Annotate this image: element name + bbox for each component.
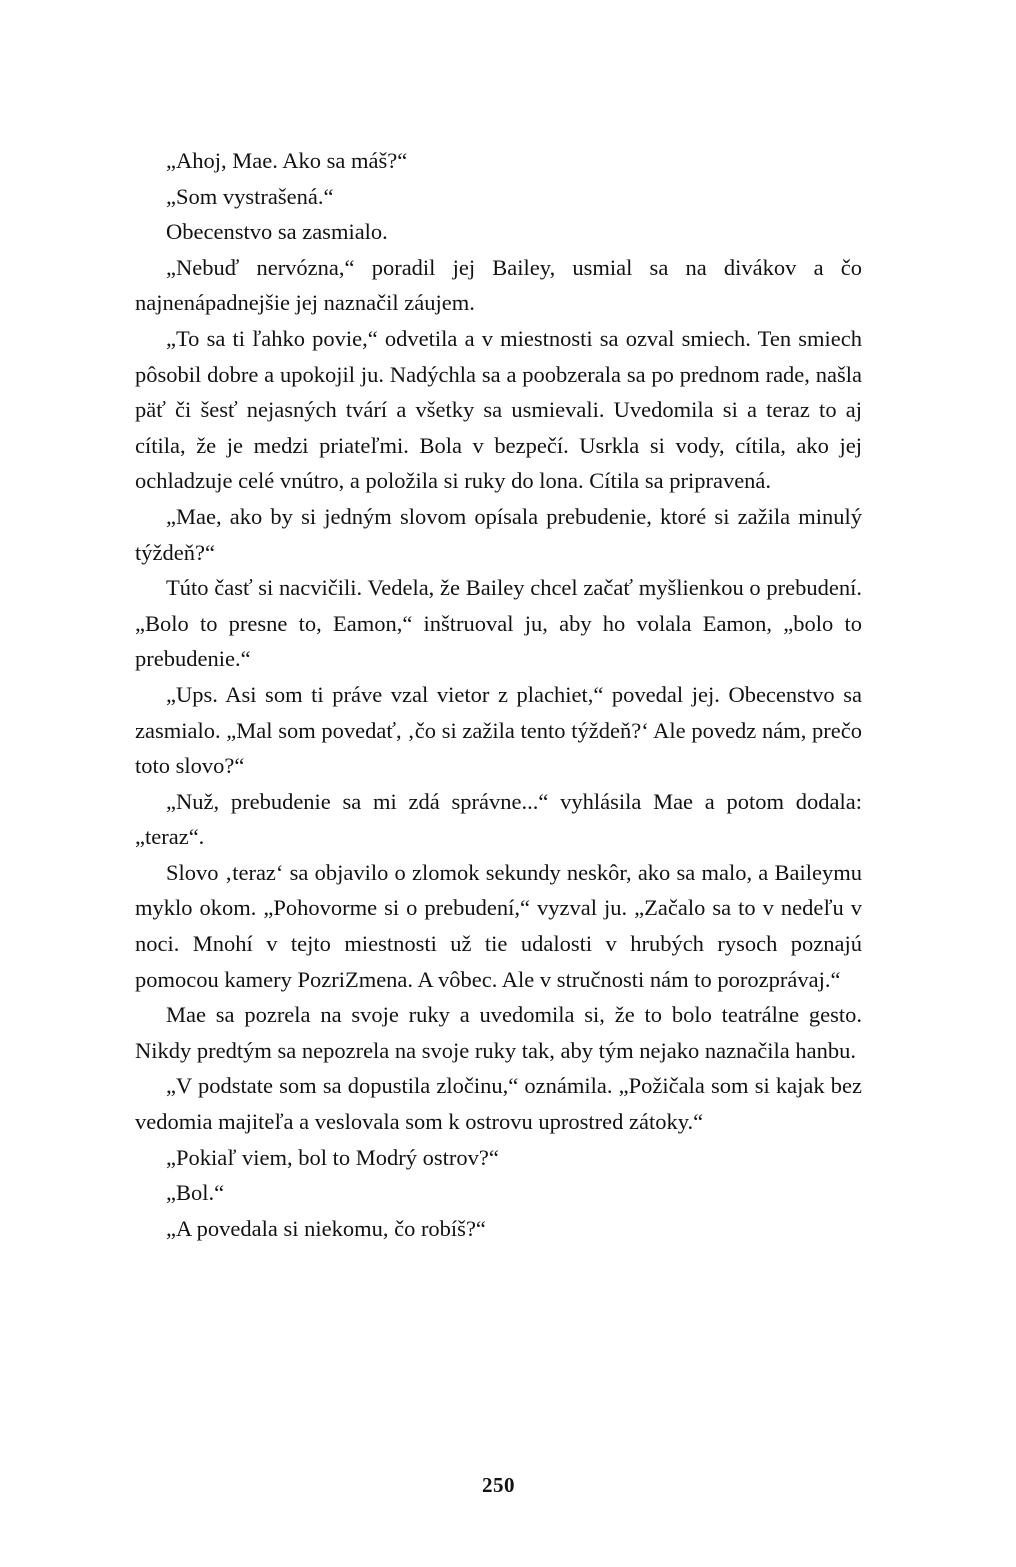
paragraph: Slovo ‚teraz‘ sa objavilo o zlomok sekundy neskôr, ako sa malo, a Baileymu myklo okom. „Pohovorme si o prebudení,“ vyzval ju. „Začalo sa to v nedeľu v noci. Mnohí v tejto miestnosti už tie udalosti v hrubých rysoch poznajú pomocou kamery PozriZmena. A vôbec. Ale v stručnosti nám to porozprávaj.“ xyxy=(135,859,862,992)
paragraph: Obecenstvo sa zasmialo. xyxy=(166,219,388,245)
paragraph: „To sa ti ľahko povie,“ odvetila a v miestnosti sa ozval smiech. Ten smiech pôsobil dobre a upokojil ju. Nadýchla sa a poobzerala sa po prednom rade, našla päť či šesť nejasných tvárí a všetky sa usmievali. Uvedomila si a teraz to aj cítila, že je medzi priateľmi. Bola v bezpečí. Usrkla si vody, cítila, ako jej ochladzuje celé vnútro, a položila si ruky do lona. Cítila sa pripravená. xyxy=(135,325,862,494)
paragraph: „Nebuď nervózna,“ poradil jej Bailey, usmial sa na divákov a čo najnenápadnejšie jej naznačil záujem. xyxy=(135,254,862,316)
paragraph: „Ahoj, Mae. Ako sa máš?“ xyxy=(166,148,408,173)
paragraph: „Ups. Asi som ti práve vzal vietor z plachiet,“ povedal jej. Obecenstvo sa zasmialo. „Mal som povedať, ‚čo si zažila tento týždeň?‘ Ale povedz nám, prečo toto slovo?“ xyxy=(135,681,862,779)
paragraph: „Nuž, prebudenie sa mi zdá správne...“ vyhlásila Mae a potom dodala: „teraz“. xyxy=(135,788,862,850)
paragraph: „Bol.“ xyxy=(166,1180,225,1206)
paragraph: Túto časť si nacvičili. Vedela, že Bailey chcel začať myšlienkou o prebudení. „Bolo to presne to, Eamon,“ inštruoval ju, aby ho volala Eamon, „bolo to prebudenie.“ xyxy=(135,575,862,672)
paragraph: Mae sa pozrela na svoje ruky a uvedomila si, že to bolo teatrálne gesto. Nikdy predtým sa nepozrela na svoje ruky tak, aby tým nejako naznačila hanbu. xyxy=(135,1002,862,1063)
paragraph: „A povedala si niekomu, čo robíš?“ xyxy=(166,1215,486,1241)
paragraph: „Pokiaľ viem, bol to Modrý ostrov?“ xyxy=(166,1144,499,1170)
page-text xyxy=(135,143,862,1246)
page-number: 250 xyxy=(482,1473,515,1497)
paragraph: „Mae, ako by si jedným slovom opísala prebudenie, ktoré si zažila minulý týždeň?“ xyxy=(135,503,862,565)
paragraph: „Som vystrašená.“ xyxy=(166,183,334,209)
paragraph: „V podstate som sa dopustila zločinu,“ oznámila. „Požičala som si kajak bez vedomia majiteľa a veslovala som k ostrovu uprostred zátoky.“ xyxy=(135,1073,862,1135)
